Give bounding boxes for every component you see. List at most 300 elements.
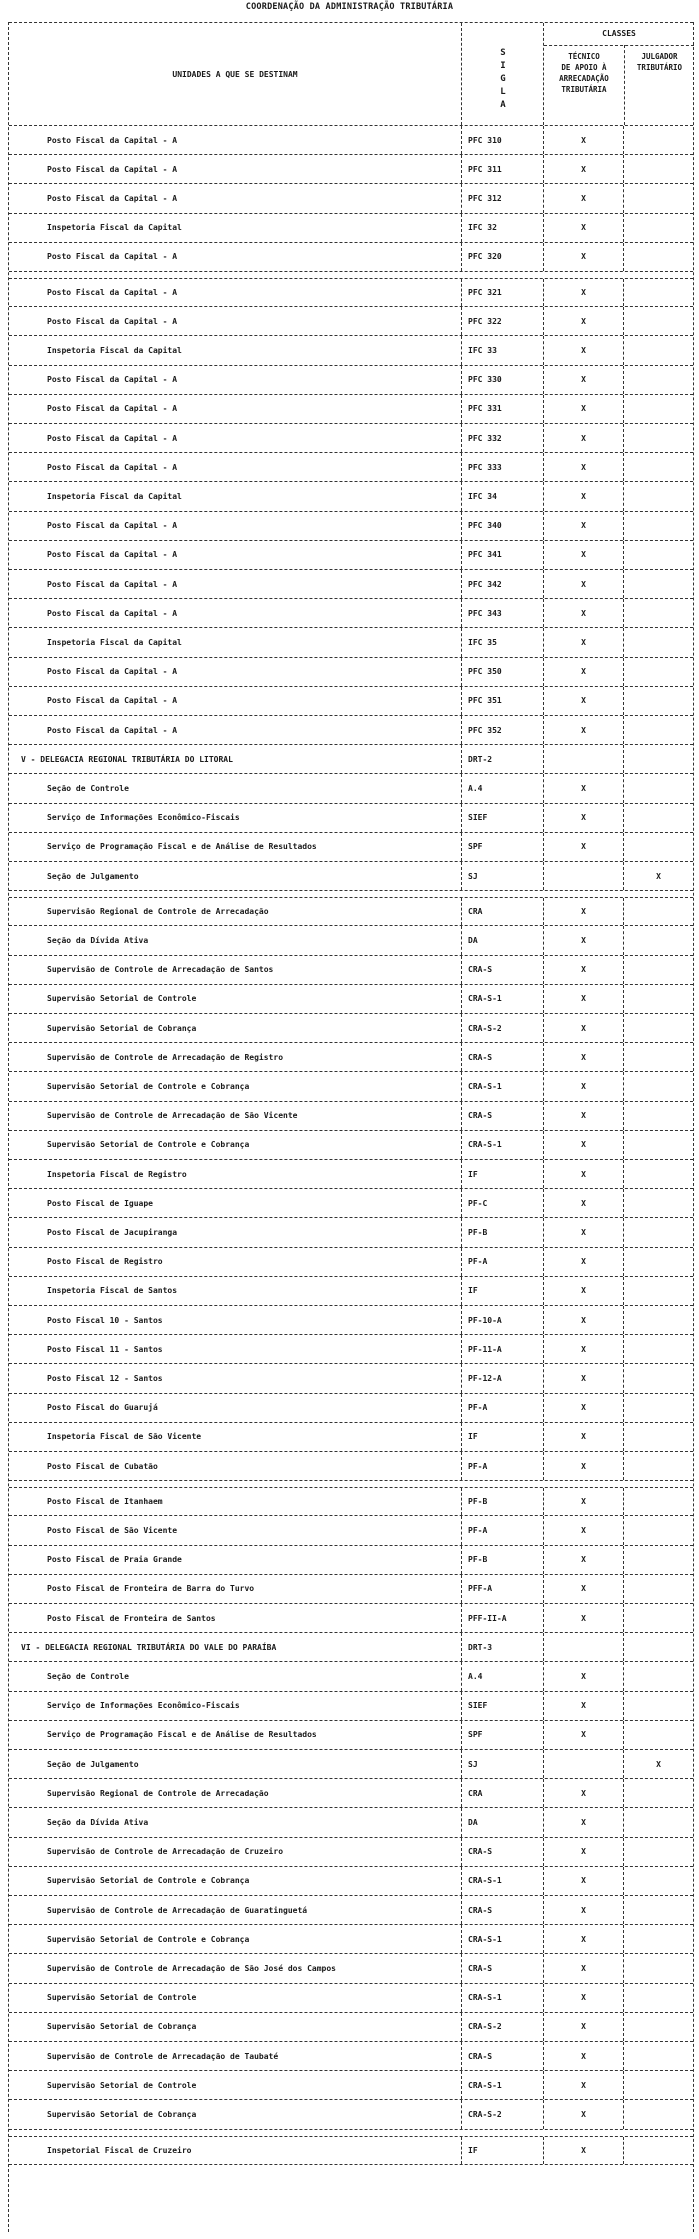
sigla-cell: IFC 32 xyxy=(461,214,543,242)
table-row xyxy=(9,1838,693,1867)
sigla-cell: PFC 310 xyxy=(461,126,543,154)
julgador-mark-cell xyxy=(623,1692,693,1720)
sigla-cell: A.4 xyxy=(461,774,543,802)
unit-cell: Inspetoria Fiscal da Capital xyxy=(47,223,182,233)
tecnico-mark-cell: X xyxy=(543,1838,623,1866)
unit-cell: Posto Fiscal da Capital - A xyxy=(47,252,178,262)
julgador-mark-cell xyxy=(623,2137,693,2164)
tecnico-mark-cell: X xyxy=(543,898,623,925)
julgador-mark-cell xyxy=(623,1072,693,1100)
destination-table xyxy=(8,22,694,2232)
unit-cell: Seção da Dívida Ativa xyxy=(47,1817,149,1827)
julgador-mark-cell xyxy=(623,1925,693,1953)
tecnico-mark-cell xyxy=(543,745,623,773)
sigla-cell: SPF xyxy=(461,1721,543,1749)
tecnico-mark-cell: X xyxy=(543,1604,623,1632)
julgador-mark-cell xyxy=(623,804,693,832)
units-column-header: UNIDADES A QUE SE DESTINAM xyxy=(172,69,298,79)
tecnico-mark-cell: X xyxy=(543,1306,623,1334)
julgador-mark-cell xyxy=(623,833,693,861)
unit-cell: Supervisão Setorial de Controle e Cobrança xyxy=(47,1081,250,1091)
table-row xyxy=(9,243,693,272)
sigla-cell: PFF-A xyxy=(461,1575,543,1603)
julgador-mark-cell xyxy=(623,1306,693,1334)
tecnico-mark-cell: X xyxy=(543,2137,623,2164)
sigla-cell: DA xyxy=(461,926,543,954)
tecnico-mark-cell: X xyxy=(543,1335,623,1363)
table-row xyxy=(9,453,693,482)
julgador-mark-cell xyxy=(623,1662,693,1690)
julgador-mark-cell xyxy=(623,214,693,242)
unit-cell: Serviço de Programação Fiscal e de Análise de Resultados xyxy=(47,842,317,852)
tecnico-mark-cell: X xyxy=(543,541,623,569)
unit-cell: Supervisão de Controle de Arrecadação de Registro xyxy=(47,1052,284,1062)
unit-cell: Inspetoria Fiscal da Capital xyxy=(47,345,182,355)
julgador-mark-cell xyxy=(623,687,693,715)
julgador-mark-cell xyxy=(623,628,693,656)
tecnico-mark-cell: X xyxy=(543,307,623,335)
table-row xyxy=(9,482,693,511)
unit-cell: Supervisão Setorial de Controle e Cobrança xyxy=(47,1140,250,1150)
table-row xyxy=(9,1102,693,1131)
tecnico-mark-cell: X xyxy=(543,1248,623,1276)
unit-cell: Posto Fiscal 10 - Santos xyxy=(47,1315,163,1325)
julgador-mark-cell: X xyxy=(623,1750,693,1778)
sigla-cell: PFC 321 xyxy=(461,279,543,306)
unit-cell: Posto Fiscal 12 - Santos xyxy=(47,1373,163,1383)
sigla-cell: CRA-S xyxy=(461,1102,543,1130)
sigla-cell: PF-A xyxy=(461,1394,543,1422)
tecnico-mark-cell: X xyxy=(543,453,623,481)
tecnico-mark-cell: X xyxy=(543,512,623,540)
sigla-cell: CRA xyxy=(461,898,543,925)
julgador-mark-cell xyxy=(623,279,693,306)
tecnico-mark-cell: X xyxy=(543,1662,623,1690)
unit-cell: Posto Fiscal de Fronteira de Santos xyxy=(47,1613,216,1623)
julgador-mark-cell xyxy=(623,570,693,598)
julgador-mark-cell xyxy=(623,395,693,423)
sigla-cell: CRA-S-1 xyxy=(461,985,543,1013)
tecnico-mark-cell: X xyxy=(543,570,623,598)
sigla-cell: CRA-S xyxy=(461,1043,543,1071)
unit-cell: Supervisão Setorial de Cobrança xyxy=(47,2109,197,2119)
tecnico-mark-cell: X xyxy=(543,1014,623,1042)
table-row xyxy=(9,2100,693,2129)
sigla-cell: CRA-S-1 xyxy=(461,2071,543,2099)
sigla-cell: SJ xyxy=(461,862,543,890)
tecnico-mark-cell: X xyxy=(543,774,623,802)
sigla-cell: CRA xyxy=(461,1779,543,1807)
table-row xyxy=(9,184,693,213)
sigla-cell: PFC 322 xyxy=(461,307,543,335)
tecnico-mark-cell: X xyxy=(543,1452,623,1480)
table-row xyxy=(9,1218,693,1247)
tecnico-mark-cell xyxy=(543,862,623,890)
sigla-cell: PF-10-A xyxy=(461,1306,543,1334)
table-row xyxy=(9,541,693,570)
table-row xyxy=(9,956,693,985)
julgador-mark-cell xyxy=(623,1335,693,1363)
table-row xyxy=(9,1984,693,2013)
julgador-mark-cell xyxy=(623,1896,693,1924)
julgador-mark-cell xyxy=(623,512,693,540)
table-row xyxy=(9,512,693,541)
table-row xyxy=(9,1604,693,1633)
julgador-mark-cell xyxy=(623,155,693,183)
sigla-cell: CRA-S xyxy=(461,2042,543,2070)
table-row xyxy=(9,366,693,395)
table-row xyxy=(9,2136,693,2165)
julgador-mark-cell xyxy=(623,599,693,627)
sigla-cell: PF-A xyxy=(461,1248,543,1276)
table-row xyxy=(9,214,693,243)
julgador-mark-cell xyxy=(623,658,693,686)
unit-cell: Supervisão de Controle de Arrecadação de São Vicente xyxy=(47,1111,298,1121)
unit-cell: Posto Fiscal da Capital - A xyxy=(47,667,178,677)
julgador-mark-cell xyxy=(623,1248,693,1276)
tecnico-mark-cell: X xyxy=(543,599,623,627)
julgador-mark-cell xyxy=(623,898,693,925)
unit-cell: Seção de Controle xyxy=(47,783,129,793)
sigla-cell: PF-11-A xyxy=(461,1335,543,1363)
table-row xyxy=(9,1575,693,1604)
unit-cell: Supervisão de Controle de Arrecadação de Guaratinguetá xyxy=(47,1905,308,1915)
tecnico-mark-cell: X xyxy=(543,279,623,306)
julgador-mark-cell: X xyxy=(623,862,693,890)
julgador-mark-cell xyxy=(623,1546,693,1574)
julgador-mark-cell xyxy=(623,1838,693,1866)
table-row xyxy=(9,628,693,657)
julgador-mark-cell xyxy=(623,1604,693,1632)
julgador-mark-cell xyxy=(623,482,693,510)
sigla-cell: CRA-S-2 xyxy=(461,2013,543,2041)
julgador-mark-cell xyxy=(623,126,693,154)
table-row xyxy=(9,424,693,453)
sigla-cell: PF-B xyxy=(461,1488,543,1515)
sigla-cell: SPF xyxy=(461,833,543,861)
sigla-cell: PFC 331 xyxy=(461,395,543,423)
table-row xyxy=(9,1721,693,1750)
table-row xyxy=(9,1335,693,1364)
unit-cell: Posto Fiscal de Iguape xyxy=(47,1198,153,1208)
tecnico-mark-cell: X xyxy=(543,1546,623,1574)
table-row xyxy=(9,1394,693,1423)
julgador-mark-cell xyxy=(623,1633,693,1661)
tecnico-mark-cell: X xyxy=(543,1102,623,1130)
unit-cell: Supervisão de Controle de Arrecadação de São José dos Campos xyxy=(47,1963,336,1973)
sigla-column-header xyxy=(461,23,543,125)
julgador-mark-cell xyxy=(623,1102,693,1130)
tecnico-mark-cell: X xyxy=(543,833,623,861)
table-header xyxy=(9,22,693,126)
julgador-mark-cell xyxy=(623,336,693,364)
tecnico-mark-cell: X xyxy=(543,184,623,212)
unit-cell: Posto Fiscal da Capital - A xyxy=(47,521,178,531)
table-row xyxy=(9,278,693,307)
table-row xyxy=(9,599,693,628)
sigla-cell: CRA-S-2 xyxy=(461,2100,543,2128)
unit-cell: Posto Fiscal de Fronteira de Barra do Turvo xyxy=(47,1584,255,1594)
julgador-mark-cell xyxy=(623,985,693,1013)
tecnico-mark-cell: X xyxy=(543,1394,623,1422)
tecnico-mark-cell: X xyxy=(543,366,623,394)
julgador-mark-cell xyxy=(623,1984,693,2012)
sigla-cell: PF-12-A xyxy=(461,1364,543,1392)
unit-cell: Seção de Controle xyxy=(47,1671,129,1681)
unit-cell: Posto Fiscal da Capital - A xyxy=(47,288,178,298)
unit-cell: Serviço de Informações Econômico-Fiscais xyxy=(47,1701,240,1711)
sigla-cell: PF-B xyxy=(461,1218,543,1246)
tecnico-mark-cell: X xyxy=(543,1575,623,1603)
classes-column-header xyxy=(543,23,693,125)
tecnico-mark-cell: X xyxy=(543,1808,623,1836)
sigla-cell: PFC 312 xyxy=(461,184,543,212)
sigla-cell: PF-B xyxy=(461,1546,543,1574)
class-julgador-header: JULGADOR TRIBUTÁRIO xyxy=(624,45,694,125)
sigla-cell: PFC 332 xyxy=(461,424,543,452)
sigla-cell: SJ xyxy=(461,1750,543,1778)
unit-cell: Posto Fiscal da Capital - A xyxy=(47,404,178,414)
tecnico-mark-cell xyxy=(543,1750,623,1778)
julgador-mark-cell xyxy=(623,1189,693,1217)
table-row xyxy=(9,1662,693,1691)
unit-cell: Posto Fiscal da Capital - A xyxy=(47,462,178,472)
sigla-cell: CRA-S-1 xyxy=(461,1867,543,1895)
sigla-cell: IFC 33 xyxy=(461,336,543,364)
unit-cell: Serviço de Informações Econômico-Fiscais xyxy=(47,813,240,823)
julgador-mark-cell xyxy=(623,2013,693,2041)
unit-cell: Posto Fiscal de Itanhaem xyxy=(47,1497,163,1507)
table-row xyxy=(9,1867,693,1896)
julgador-mark-cell xyxy=(623,1394,693,1422)
unit-cell: Posto Fiscal da Capital - A xyxy=(47,579,178,589)
tecnico-mark-cell: X xyxy=(543,1160,623,1188)
unit-cell: Supervisão Setorial de Controle xyxy=(47,1993,197,2003)
unit-cell: Inspetoria Fiscal da Capital xyxy=(47,637,182,647)
sigla-cell: DRT-3 xyxy=(461,1633,543,1661)
tecnico-mark-cell: X xyxy=(543,1692,623,1720)
unit-cell: Inspetoria Fiscal de Registro xyxy=(47,1169,187,1179)
sigla-cell: CRA-S xyxy=(461,1954,543,1982)
julgador-mark-cell xyxy=(623,1808,693,1836)
sigla-cell: PFC 340 xyxy=(461,512,543,540)
tecnico-mark-cell: X xyxy=(543,1896,623,1924)
tecnico-mark-cell: X xyxy=(543,1277,623,1305)
sigla-cell: SIEF xyxy=(461,1692,543,1720)
tecnico-mark-cell: X xyxy=(543,804,623,832)
table-row xyxy=(9,1896,693,1925)
unit-cell: VI - DELEGACIA REGIONAL TRIBUTÁRIA DO VALE DO PARAÍBA xyxy=(21,1642,277,1652)
tecnico-mark-cell: X xyxy=(543,1218,623,1246)
table-row xyxy=(9,716,693,745)
julgador-mark-cell xyxy=(623,1575,693,1603)
sigla-cell: PF-C xyxy=(461,1189,543,1217)
julgador-mark-cell xyxy=(623,307,693,335)
unit-cell: Supervisão de Controle de Arrecadação de Santos xyxy=(47,965,274,975)
table-row xyxy=(9,1306,693,1335)
unit-cell: Posto Fiscal de Jacupiranga xyxy=(47,1227,178,1237)
table-row xyxy=(9,126,693,155)
table-row xyxy=(9,307,693,336)
sigla-cell: A.4 xyxy=(461,1662,543,1690)
table-row xyxy=(9,687,693,716)
unit-cell: Posto Fiscal de São Vicente xyxy=(47,1525,178,1535)
unit-cell: Supervisão Regional de Controle de Arrecadação xyxy=(47,907,269,917)
table-row xyxy=(9,1189,693,1218)
sigla-cell: IF xyxy=(461,1160,543,1188)
unit-cell: Supervisão Setorial de Cobrança xyxy=(47,1023,197,1033)
table-row xyxy=(9,1043,693,1072)
sigla-cell: PFC 320 xyxy=(461,243,543,271)
sigla-cell: CRA-S xyxy=(461,1896,543,1924)
table-row xyxy=(9,985,693,1014)
unit-cell: Posto Fiscal 11 - Santos xyxy=(47,1344,163,1354)
tecnico-mark-cell: X xyxy=(543,985,623,1013)
table-row xyxy=(9,1014,693,1043)
julgador-mark-cell xyxy=(623,716,693,744)
table-row xyxy=(9,1750,693,1779)
table-row xyxy=(9,2071,693,2100)
julgador-mark-cell xyxy=(623,1364,693,1392)
table-row xyxy=(9,1779,693,1808)
sigla-cell: PFC 343 xyxy=(461,599,543,627)
unit-cell: Posto Fiscal de Cubatão xyxy=(47,1461,158,1471)
table-row xyxy=(9,658,693,687)
julgador-mark-cell xyxy=(623,1014,693,1042)
sigla-cell: PFC 342 xyxy=(461,570,543,598)
table-row xyxy=(9,1633,693,1662)
julgador-mark-cell xyxy=(623,1277,693,1305)
sigla-cell: CRA-S-1 xyxy=(461,1984,543,2012)
table-row xyxy=(9,1364,693,1393)
julgador-mark-cell xyxy=(623,453,693,481)
julgador-mark-cell xyxy=(623,1131,693,1159)
sigla-cell: CRA-S xyxy=(461,956,543,984)
table-row xyxy=(9,570,693,599)
unit-cell: Posto Fiscal da Capital - A xyxy=(47,725,178,735)
julgador-mark-cell xyxy=(623,1160,693,1188)
tecnico-mark-cell: X xyxy=(543,1779,623,1807)
unit-cell: Posto Fiscal da Capital - A xyxy=(47,550,178,560)
sigla-cell: PFC 330 xyxy=(461,366,543,394)
sigla-cell: PFC 311 xyxy=(461,155,543,183)
tecnico-mark-cell: X xyxy=(543,716,623,744)
julgador-mark-cell xyxy=(623,1218,693,1246)
table-row xyxy=(9,1808,693,1837)
sigla-cell: CRA-S xyxy=(461,1838,543,1866)
unit-cell: Serviço de Programação Fiscal e de Análise de Resultados xyxy=(47,1730,317,1740)
tecnico-mark-cell: X xyxy=(543,1721,623,1749)
unit-cell: Posto Fiscal da Capital - A xyxy=(47,375,178,385)
unit-cell: Supervisão Setorial de Controle xyxy=(47,994,197,1004)
sigla-cell: PF-A xyxy=(461,1452,543,1480)
unit-cell: Posto Fiscal da Capital - A xyxy=(47,316,178,326)
julgador-mark-cell xyxy=(623,184,693,212)
unit-cell: Supervisão Setorial de Controle xyxy=(47,2080,197,2090)
sigla-cell: IFC 34 xyxy=(461,482,543,510)
tecnico-mark-cell: X xyxy=(543,214,623,242)
tecnico-mark-cell: X xyxy=(543,687,623,715)
tecnico-mark-cell: X xyxy=(543,1516,623,1544)
unit-cell: Posto Fiscal da Capital - A xyxy=(47,193,178,203)
table-row xyxy=(9,897,693,926)
julgador-mark-cell xyxy=(623,2071,693,2099)
table-row xyxy=(9,1487,693,1516)
sigla-cell: IF xyxy=(461,2137,543,2164)
unit-cell: Posto Fiscal de Praia Grande xyxy=(47,1555,182,1565)
sigla-cell: CRA-S-1 xyxy=(461,1925,543,1953)
sigla-cell: PF-A xyxy=(461,1516,543,1544)
unit-cell: Posto Fiscal da Capital - A xyxy=(47,608,178,618)
unit-cell: Supervisão Setorial de Controle e Cobrança xyxy=(47,1934,250,1944)
table-row xyxy=(9,2042,693,2071)
julgador-mark-cell xyxy=(623,366,693,394)
unit-cell: Posto Fiscal da Capital - A xyxy=(47,696,178,706)
unit-cell: V - DELEGACIA REGIONAL TRIBUTÁRIA DO LITORAL xyxy=(21,754,233,764)
sigla-cell: PFC 350 xyxy=(461,658,543,686)
julgador-mark-cell xyxy=(623,1516,693,1544)
table-row xyxy=(9,1692,693,1721)
tecnico-mark-cell: X xyxy=(543,243,623,271)
table-row xyxy=(9,1546,693,1575)
table-row xyxy=(9,1248,693,1277)
table-row xyxy=(9,926,693,955)
tecnico-mark-cell: X xyxy=(543,2013,623,2041)
tecnico-mark-cell: X xyxy=(543,1189,623,1217)
tecnico-mark-cell: X xyxy=(543,1954,623,1982)
unit-cell: Supervisão Regional de Controle de Arrecadação xyxy=(47,1788,269,1798)
tecnico-mark-cell: X xyxy=(543,628,623,656)
julgador-mark-cell xyxy=(623,1721,693,1749)
unit-cell: Supervisão Setorial de Controle e Cobrança xyxy=(47,1876,250,1886)
tecnico-mark-cell: X xyxy=(543,1072,623,1100)
tecnico-mark-cell: X xyxy=(543,1488,623,1515)
sigla-cell: SIEF xyxy=(461,804,543,832)
unit-cell: Inspetoria Fiscal de São Vicente xyxy=(47,1432,202,1442)
julgador-mark-cell xyxy=(623,2100,693,2128)
unit-cell: Posto Fiscal do Guarujá xyxy=(47,1403,158,1413)
julgador-mark-cell xyxy=(623,1423,693,1451)
tecnico-mark-cell: X xyxy=(543,926,623,954)
tecnico-mark-cell: X xyxy=(543,1131,623,1159)
table-row xyxy=(9,2013,693,2042)
unit-cell: Inspetorial Fiscal de Cruzeiro xyxy=(47,2145,192,2155)
table-row xyxy=(9,155,693,184)
table-row xyxy=(9,1072,693,1101)
table-row xyxy=(9,1160,693,1189)
unit-cell: Supervisão de Controle de Arrecadação de Cruzeiro xyxy=(47,1847,284,1857)
classes-label: CLASSES xyxy=(544,23,694,46)
julgador-mark-cell xyxy=(623,1043,693,1071)
tecnico-mark-cell: X xyxy=(543,2042,623,2070)
unit-cell: Inspetoria Fiscal de Santos xyxy=(47,1286,178,1296)
julgador-mark-cell xyxy=(623,1779,693,1807)
julgador-mark-cell xyxy=(623,2042,693,2070)
table-row xyxy=(9,833,693,862)
class-tecnico-header: TÉCNICO DE APOIO À ARRECADAÇÃO TRIBUTÁRIA xyxy=(559,52,609,94)
sigla-cell: PFF-II-A xyxy=(461,1604,543,1632)
julgador-mark-cell xyxy=(623,1488,693,1515)
tecnico-mark-cell: X xyxy=(543,126,623,154)
julgador-mark-cell xyxy=(623,745,693,773)
table-row xyxy=(9,1423,693,1452)
tecnico-mark-cell: X xyxy=(543,2100,623,2128)
unit-cell: Posto Fiscal de Registro xyxy=(47,1257,163,1267)
tecnico-mark-cell: X xyxy=(543,1925,623,1953)
tecnico-mark-cell: X xyxy=(543,155,623,183)
tecnico-mark-cell: X xyxy=(543,336,623,364)
julgador-mark-cell xyxy=(623,1867,693,1895)
